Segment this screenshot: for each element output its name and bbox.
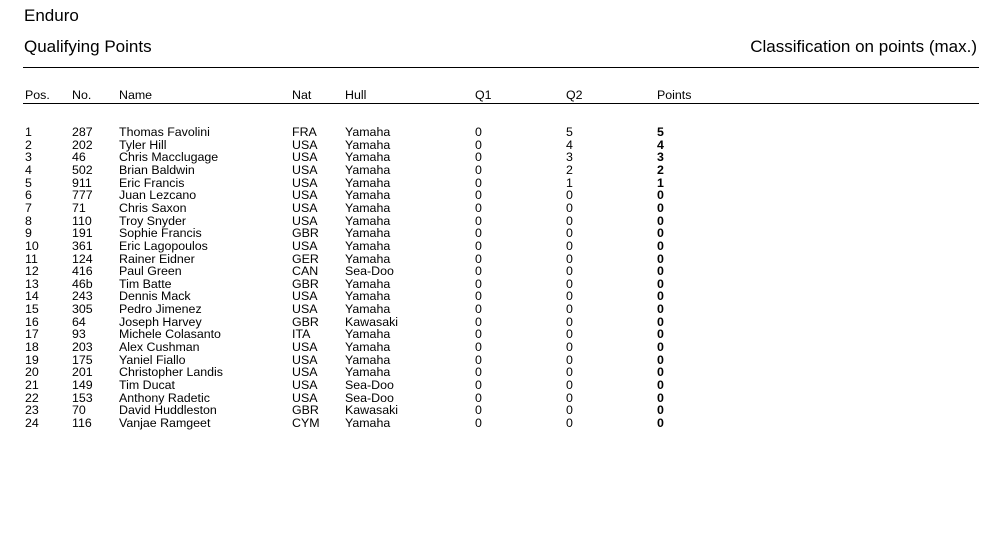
cell-q2: 0	[566, 188, 573, 203]
cell-pos: 22	[25, 390, 39, 405]
cell-pos: 4	[25, 162, 32, 177]
cell-points: 0	[657, 200, 664, 215]
cell-name: Chris Macclugage	[119, 150, 219, 165]
cell-points: 0	[657, 302, 664, 317]
col-header-no: No.	[72, 88, 92, 102]
cell-hull: Yamaha	[345, 340, 391, 355]
cell-q2: 0	[566, 200, 573, 215]
cell-name: Anthony Radetic	[119, 390, 210, 405]
cell-nat: USA	[292, 238, 318, 253]
cell-q2: 2	[566, 162, 573, 177]
col-header-q2: Q2	[566, 88, 583, 102]
cell-pos: 2	[25, 137, 32, 152]
cell-q2: 0	[566, 289, 573, 304]
cell-points: 0	[657, 276, 664, 291]
cell-hull: Sea-Doo	[345, 378, 394, 392]
cell-q2: 0	[566, 327, 573, 342]
cell-pos: 11	[25, 251, 38, 266]
col-header-pos: Pos.	[25, 88, 50, 102]
cell-nat: GBR	[292, 226, 319, 241]
cell-pos: 21	[25, 378, 39, 392]
header-divider	[23, 103, 979, 104]
cell-no: 777	[72, 188, 93, 203]
cell-points: 0	[657, 226, 664, 241]
event-title: Enduro	[24, 6, 79, 25]
cell-name: Thomas Favolini	[119, 125, 210, 139]
cell-hull: Yamaha	[345, 226, 391, 241]
col-header-q1: Q1	[475, 88, 492, 102]
cell-q1: 0	[475, 238, 482, 253]
cell-name: Tim Batte	[119, 276, 172, 291]
cell-hull: Yamaha	[345, 213, 391, 228]
cell-q1: 0	[475, 162, 482, 177]
cell-q1: 0	[475, 226, 482, 241]
cell-hull: Yamaha	[345, 251, 391, 266]
cell-hull: Yamaha	[345, 162, 391, 177]
cell-points: 0	[657, 378, 664, 392]
cell-points: 0	[657, 238, 664, 253]
cell-q1: 0	[475, 327, 482, 342]
cell-hull: Yamaha	[345, 365, 391, 380]
cell-name: Juan Lezcano	[119, 188, 197, 203]
col-header-name: Name	[119, 88, 153, 102]
cell-q1: 0	[475, 251, 482, 266]
cell-q1: 0	[475, 264, 482, 279]
cell-name: Michele Colasanto	[119, 327, 221, 342]
cell-q1: 0	[475, 302, 482, 317]
cell-q1: 0	[475, 213, 482, 228]
cell-pos: 15	[25, 302, 39, 317]
cell-name: Yaniel Fiallo	[119, 352, 186, 367]
cell-points: 0	[657, 264, 664, 279]
cell-q2: 0	[566, 264, 573, 279]
cell-points: 4	[657, 137, 664, 152]
cell-q2: 5	[566, 125, 573, 139]
cell-pos: 5	[25, 175, 32, 190]
cell-nat: GBR	[292, 314, 319, 329]
cell-q2: 0	[566, 276, 573, 291]
cell-points: 0	[657, 352, 664, 367]
cell-q1: 0	[475, 175, 482, 190]
cell-nat: USA	[292, 175, 318, 190]
cell-q2: 0	[566, 302, 573, 317]
cell-hull: Kawasaki	[345, 403, 399, 418]
cell-q1: 0	[475, 137, 482, 152]
cell-points: 0	[657, 251, 664, 266]
cell-q1: 0	[475, 125, 482, 139]
cell-q2: 1	[566, 175, 573, 190]
cell-q1: 0	[475, 352, 482, 367]
cell-no: 416	[72, 264, 93, 279]
cell-nat: USA	[292, 302, 318, 317]
cell-nat: GER	[292, 251, 319, 266]
cell-no: 911	[72, 175, 92, 190]
cell-hull: Yamaha	[345, 302, 391, 317]
cell-nat: CAN	[292, 264, 319, 279]
cell-name: Chris Saxon	[119, 200, 187, 215]
cell-hull: Yamaha	[345, 175, 391, 190]
cell-points: 5	[657, 125, 664, 139]
cell-nat: CYM	[292, 415, 320, 430]
cell-name: Alex Cushman	[119, 340, 200, 355]
cell-no: 203	[72, 340, 93, 355]
cell-pos: 14	[25, 289, 39, 304]
cell-no: 361	[72, 238, 93, 253]
cell-q1: 0	[475, 365, 482, 380]
cell-hull: Yamaha	[345, 352, 391, 367]
cell-hull: Yamaha	[345, 327, 391, 342]
cell-q1: 0	[475, 415, 482, 430]
cell-nat: USA	[292, 352, 318, 367]
cell-nat: USA	[292, 289, 318, 304]
cell-points: 0	[657, 340, 664, 355]
cell-nat: USA	[292, 378, 318, 392]
col-header-hull: Hull	[345, 88, 367, 102]
cell-hull: Yamaha	[345, 137, 391, 152]
cell-nat: USA	[292, 390, 318, 405]
cell-pos: 24	[25, 415, 39, 430]
cell-q2: 4	[566, 137, 573, 152]
cell-name: Sophie Francis	[119, 226, 202, 241]
cell-no: 175	[72, 352, 93, 367]
cell-hull: Yamaha	[345, 276, 391, 291]
cell-pos: 20	[25, 365, 39, 380]
cell-name: Troy Snyder	[119, 213, 187, 228]
cell-name: Rainer Eidner	[119, 251, 195, 266]
cell-hull: Sea-Doo	[345, 390, 394, 405]
cell-pos: 12	[25, 264, 39, 279]
cell-points: 2	[657, 162, 664, 177]
cell-pos: 17	[25, 327, 39, 342]
title-divider	[23, 67, 979, 68]
cell-pos: 8	[25, 213, 32, 228]
cell-q2: 0	[566, 213, 573, 228]
cell-q2: 0	[566, 415, 573, 430]
cell-q2: 0	[566, 390, 573, 405]
cell-q1: 0	[475, 314, 482, 329]
cell-no: 110	[72, 213, 92, 228]
cell-nat: USA	[292, 188, 318, 203]
cell-points: 0	[657, 365, 664, 380]
cell-q2: 0	[566, 314, 573, 329]
cell-q2: 0	[566, 238, 573, 253]
cell-hull: Yamaha	[345, 238, 391, 253]
cell-nat: USA	[292, 340, 318, 355]
cell-hull: Yamaha	[345, 150, 391, 165]
cell-pos: 3	[25, 150, 32, 165]
cell-pos: 19	[25, 352, 39, 367]
report-subtitle: Qualifying Points	[24, 37, 152, 56]
cell-q1: 0	[475, 150, 482, 165]
cell-name: Paul Green	[119, 264, 182, 279]
cell-q1: 0	[475, 340, 482, 355]
cell-nat: USA	[292, 200, 318, 215]
cell-points: 0	[657, 403, 664, 418]
cell-nat: USA	[292, 162, 318, 177]
cell-name: Tyler Hill	[119, 137, 167, 152]
cell-q1: 0	[475, 390, 482, 405]
cell-nat: USA	[292, 365, 318, 380]
cell-no: 71	[72, 200, 86, 215]
cell-q1: 0	[475, 289, 482, 304]
cell-points: 0	[657, 314, 664, 329]
cell-hull: Yamaha	[345, 200, 391, 215]
cell-points: 0	[657, 415, 664, 430]
cell-q1: 0	[475, 403, 482, 418]
cell-name: Joseph Harvey	[119, 314, 202, 329]
cell-pos: 18	[25, 340, 39, 355]
cell-no: 116	[72, 415, 92, 430]
cell-no: 287	[72, 125, 93, 139]
cell-no: 191	[72, 226, 93, 241]
cell-q1: 0	[475, 276, 482, 291]
cell-no: 93	[72, 327, 86, 342]
col-header-nat: Nat	[292, 88, 312, 102]
cell-no: 149	[72, 378, 93, 392]
cell-no: 70	[72, 403, 86, 418]
cell-no: 46b	[72, 276, 93, 291]
col-header-points: Points	[657, 88, 692, 102]
cell-name: Vanjae Ramgeet	[119, 415, 211, 430]
cell-q2: 0	[566, 365, 573, 380]
cell-hull: Yamaha	[345, 289, 391, 304]
cell-pos: 6	[25, 188, 32, 203]
cell-name: Tim Ducat	[119, 378, 175, 392]
classification-label: Classification on points (max.)	[750, 37, 977, 56]
cell-name: Dennis Mack	[119, 289, 191, 304]
cell-nat: USA	[292, 137, 318, 152]
cell-name: Christopher Landis	[119, 365, 224, 380]
cell-nat: USA	[292, 213, 318, 228]
cell-q2: 0	[566, 352, 573, 367]
cell-points: 0	[657, 289, 664, 304]
cell-pos: 9	[25, 226, 32, 241]
cell-nat: GBR	[292, 276, 319, 291]
cell-q1: 0	[475, 378, 482, 392]
cell-nat: GBR	[292, 403, 319, 418]
cell-points: 0	[657, 390, 664, 405]
cell-pos: 23	[25, 403, 39, 418]
cell-name: Pedro Jimenez	[119, 302, 202, 317]
cell-pos: 7	[25, 200, 32, 215]
cell-q2: 0	[566, 226, 573, 241]
cell-no: 124	[72, 251, 93, 266]
cell-hull: Yamaha	[345, 188, 391, 203]
cell-no: 502	[72, 162, 93, 177]
cell-points: 0	[657, 188, 664, 203]
cell-no: 201	[72, 365, 93, 380]
cell-hull: Yamaha	[345, 125, 391, 139]
cell-name: Eric Francis	[119, 175, 185, 190]
cell-q2: 0	[566, 340, 573, 355]
cell-no: 305	[72, 302, 93, 317]
cell-no: 243	[72, 289, 93, 304]
cell-no: 202	[72, 137, 93, 152]
cell-nat: ITA	[292, 327, 311, 342]
cell-points: 0	[657, 213, 664, 228]
cell-no: 153	[72, 390, 93, 405]
cell-hull: Yamaha	[345, 415, 391, 430]
cell-hull: Kawasaki	[345, 314, 399, 329]
cell-no: 64	[72, 314, 86, 329]
cell-pos: 1	[25, 125, 32, 139]
cell-pos: 16	[25, 314, 39, 329]
cell-q2: 3	[566, 150, 573, 165]
cell-q2: 0	[566, 378, 573, 392]
cell-q1: 0	[475, 188, 482, 203]
cell-points: 1	[657, 175, 664, 190]
cell-no: 46	[72, 150, 86, 165]
cell-q2: 0	[566, 403, 573, 418]
cell-q2: 0	[566, 251, 573, 266]
cell-pos: 13	[25, 276, 39, 291]
cell-q1: 0	[475, 200, 482, 215]
cell-nat: FRA	[292, 125, 317, 139]
cell-hull: Sea-Doo	[345, 264, 394, 279]
cell-name: Brian Baldwin	[119, 162, 195, 177]
cell-pos: 10	[25, 238, 39, 253]
cell-name: David Huddleston	[119, 403, 217, 418]
cell-nat: USA	[292, 150, 318, 165]
cell-name: Eric Lagopoulos	[119, 238, 208, 253]
cell-points: 0	[657, 327, 664, 342]
cell-points: 3	[657, 150, 664, 165]
